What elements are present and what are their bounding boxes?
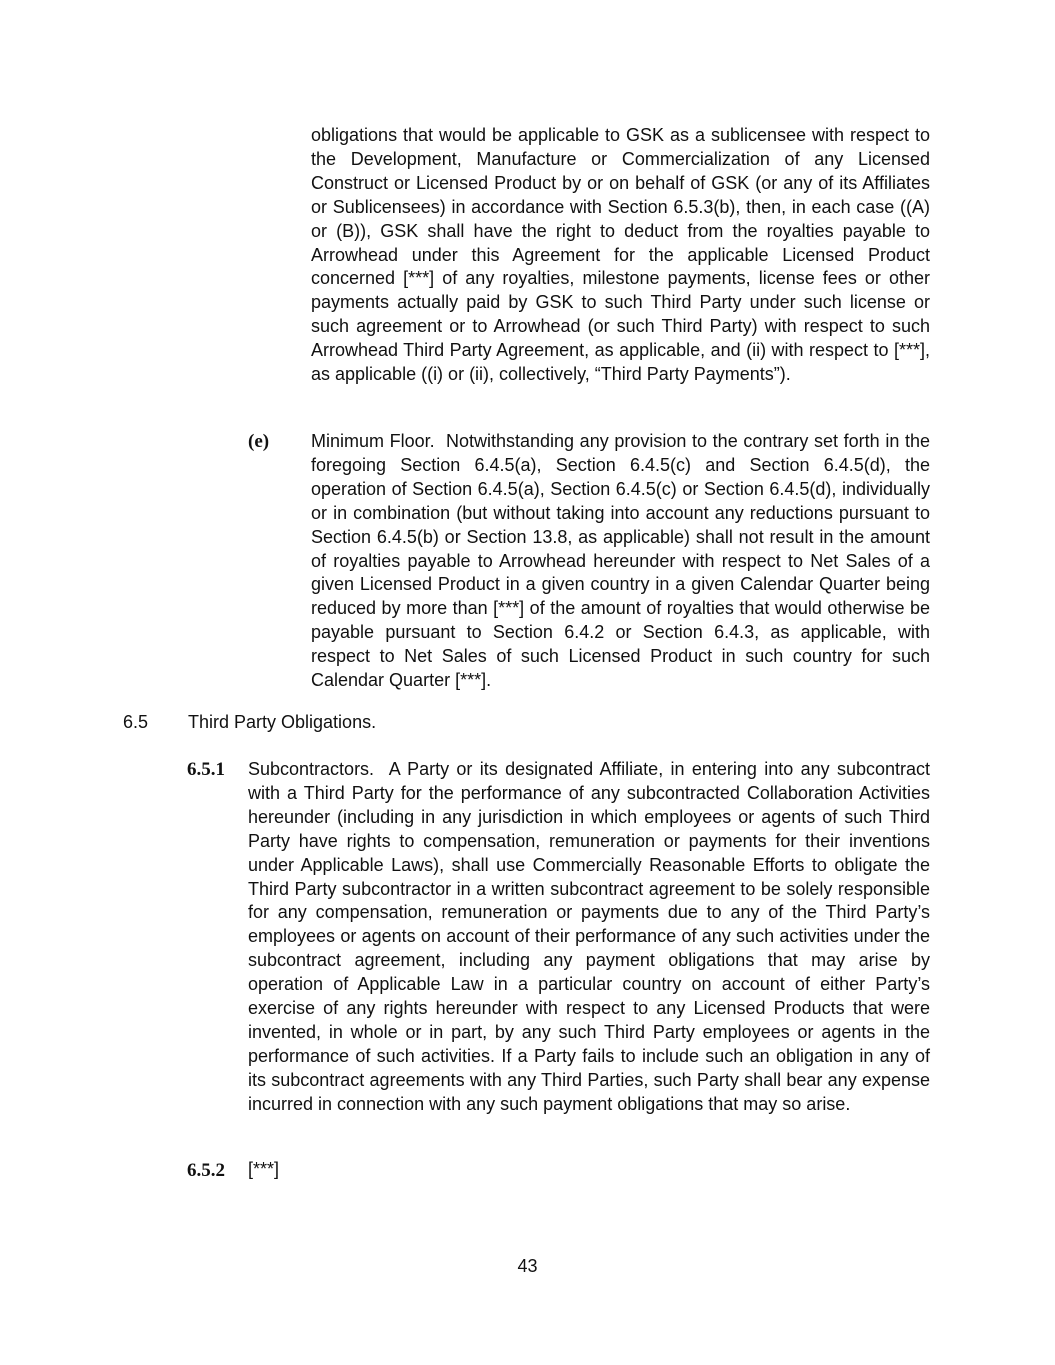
clause-e-label: (e) [248,431,270,452]
section-6-5-2-number: 6.5.2 [187,1160,225,1181]
section-6-5-1-paragraph [248,758,930,1117]
section-6-5-1-title: Subcontractors. [248,759,375,779]
section-6-5-1-body: A Party or its designated Affiliate, in entering into any subcontract with a Third Party for the performance of any subcontracted Collaboration Activities hereunder (including in any jurisdiction in which employees or agents of such Third Party have rights to compensation, remuneration or payments for their inventions under Applicable Laws), shall use Commercially Reasonable Efforts to obligate the Third Party subcontractor in a written subcontract agreement to be solely responsible for any compensation, remuneration or payments due to any of the Third Party’s employees or agents on account of their performance of any such activities under the subcontract agreement, including any payment obligations that may arise by operation of Applicable Law in a particular country on account of either Party’s exercise of any rights hereunder with respect to any Licensed Products that were invented, in whole or in part, by any such Third Party employees or agents in the performance of such activities. If a Party fails to include such an obligation in any of its subcontract agreements with any Third Parties, such Party shall bear any expense incurred in connection with any such payment obligations that may so arise. [248,759,930,1114]
page-number: 43 [517,1256,538,1276]
clause-e-paragraph [311,430,930,693]
section-6-5-2-text: [***] [248,1159,280,1179]
section-6-5-number: 6.5 [123,712,149,732]
continuation-paragraph: obligations that would be applicable to GSK as a sublicensee with respect to the Development, Manufacture or Commercialization of any Licensed Construct or Licensed Product by or on behalf of GSK (or any of its Affiliates or Sublicensees) in accordance with Section 6.5.3(b), then, in each case ((A) or (B)), GSK shall have the right to deduct from the royalties payable to Arrowhead under this Agreement for the applicable Licensed Product concerned [***] of any royalties, milestone payments, license fees or other payments actually paid by GSK to such Third Party under such license or such agreement or to Arrowhead (or such Third Party) with respect to such Arrowhead Third Party Agreement, as applicable, and (ii) with respect to [***], as applicable ((i) or (ii), collectively, “Third Party Payments”). [311,125,930,385]
section-6-5-1-number: 6.5.1 [187,759,225,780]
clause-e-title: Minimum Floor. [311,431,435,451]
section-6-5-title: Third Party Obligations. [188,712,377,732]
clause-e-body: Notwithstanding any provision to the contrary set forth in the foregoing Section 6.4.5(a), Section 6.4.5(c) and Section 6.4.5(d), the operation of Section 6.4.5(a), Section 6.4.5(c) or Section 6.4.5(d), individually or in combination (but without taking into account any reductions pursuant to Section 6.4.5(b) or Section 13.8, as applicable) shall not result in the amount of royalties payable to Arrowhead hereunder with respect to Net Sales of a given Licensed Product in a given country in a given Calendar Quarter being reduced by more than [***] of the amount of royalties that would otherwise be payable pursuant to Section 6.4.2 or Section 6.4.3, as applicable, with respect to Net Sales of such Licensed Product in such country for such Calendar Quarter [***]. [311,431,930,691]
